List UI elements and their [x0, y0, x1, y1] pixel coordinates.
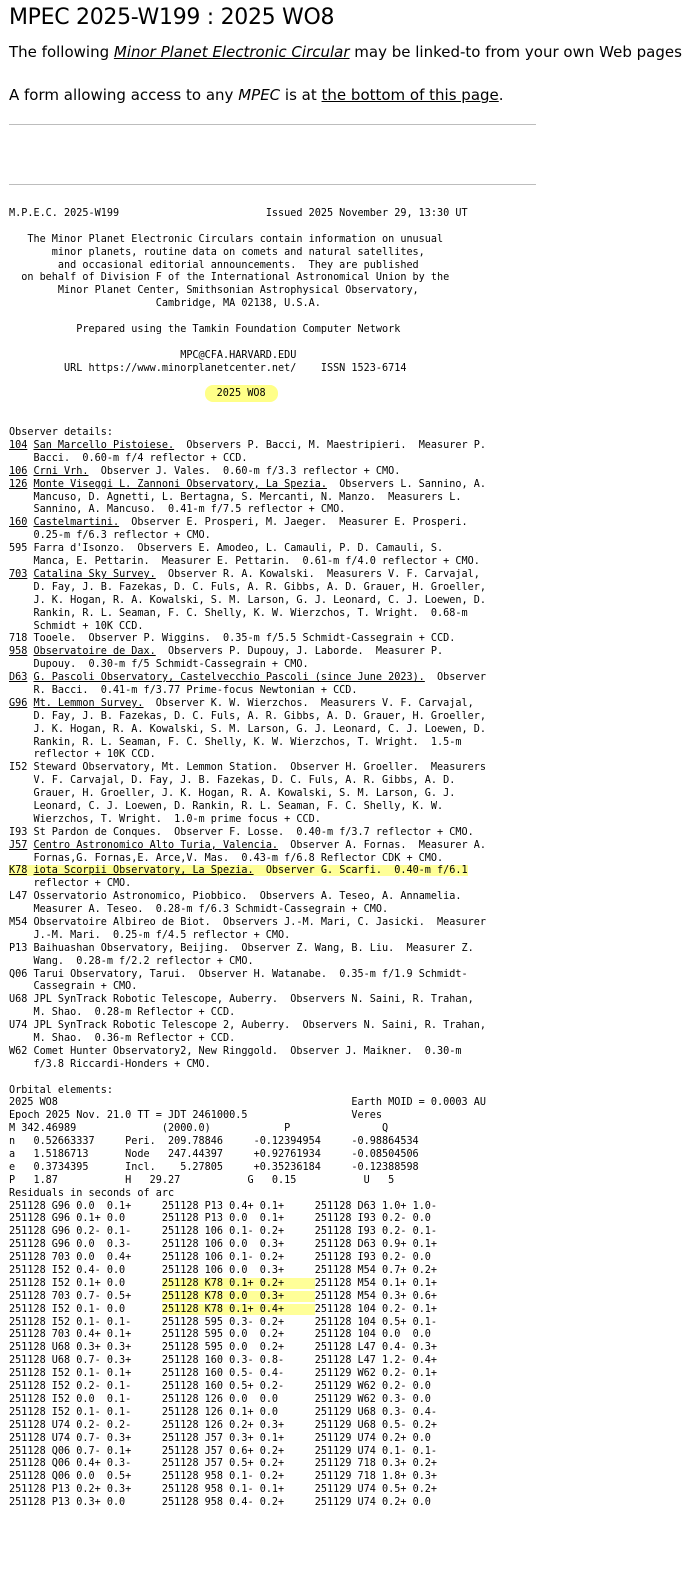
observer-text-continued: Fornas,G. Fornas,E. Arce,V. Mas. 0.43-m f/6.8 Reflector CDK + CMO.: [9, 852, 444, 864]
residual-entry: 251128 M54 0.7+ 0.2+: [314, 1265, 438, 1277]
observer-text-continued: Wierzchos, T. Wright. 1.0-m prime focus + CCD.: [9, 813, 321, 825]
issue-date: Issued 2025 November 29, 13:30 UT: [265, 208, 468, 219]
observer-entry: [9, 479, 486, 492]
divider-top: [9, 124, 536, 125]
observer-text-continued: Grauer, H. Groeller, J. K. Hogan, R. A. Kowalski, S. M. Larson, G. J.: [9, 788, 456, 800]
residual-entry: 251128 Q06 0.0 0.5+: [9, 1471, 162, 1483]
residual-entry: 251129 U68 0.3- 0.4-: [314, 1406, 438, 1418]
observer-text-continued: R. Bacci. 0.41-m f/3.77 Prime-focus Newtonian + CCD.: [9, 684, 358, 696]
observatory-link: P13: [9, 942, 28, 954]
residual-entry: 251129 W62 0.2- 0.0: [314, 1381, 438, 1393]
orbital-elements-heading: Orbital elements:: [9, 1084, 113, 1096]
residual-entry: 251128 I52 0.1- 0.1-: [9, 1316, 162, 1328]
observer-text: Observers A. Teseo, A. Annamelia.: [247, 891, 462, 903]
observer-entry: [9, 672, 486, 685]
mpec-link[interactable]: [114, 43, 350, 61]
residual-entry: 251128 I52 0.1- 0.1+: [9, 1368, 162, 1380]
observer-entry: [9, 466, 486, 479]
residual-entry: 251128 595 0.3- 0.2+: [161, 1316, 315, 1328]
observer-entry: [9, 943, 486, 956]
residual-entry: 251129 U74 0.2+ 0.0: [314, 1432, 438, 1444]
residual-row: [9, 1471, 486, 1484]
observatory-name[interactable]: Observatoire de Dax.: [33, 646, 156, 658]
residual-entry: 251128 J57 0.6+ 0.2+: [161, 1445, 315, 1457]
residual-row: [9, 1317, 486, 1330]
observatory-name[interactable]: iota Scorpii Observatory, La Spezia.: [33, 865, 254, 877]
residual-entry: 251128 595 0.0 0.2+: [161, 1342, 315, 1354]
residual-entry: 251128 J57 0.5+ 0.2+: [161, 1458, 315, 1470]
circular-info-line: The Minor Planet Electronic Circulars contain information on unusual: [9, 233, 444, 245]
observer-text: Observer F. Losse. 0.40-m f/3.7 reflector + CMO.: [161, 826, 474, 838]
blank-line: [9, 414, 486, 427]
residual-entry: 251128 958 0.1- 0.1+: [161, 1484, 315, 1496]
observatory-link: Q06: [9, 968, 28, 980]
circular-info-line: and occasional editorial announcements. They are published: [9, 259, 419, 271]
observatory-name: Osservatorio Astronomico, Piobbico.: [33, 891, 248, 903]
observatory-link: U74: [9, 1020, 28, 1032]
orbital-element-line: n 0.52663337 Peri. 209.78846 -0.12394954 -0.98864534: [9, 1136, 419, 1148]
circular-header-line: [9, 208, 486, 221]
residual-row: [9, 1381, 486, 1394]
residual-row: [9, 1342, 486, 1355]
residual-entry: 251128 958 0.1- 0.2+: [161, 1471, 315, 1483]
observatory-name: JPL SynTrack Robotic Telescope, Auberry.: [33, 994, 279, 1006]
observer-text: Observer E. Prosperi, M. Jaeger. Measurer E. Prosperi.: [119, 517, 468, 529]
observer-text: Observers N. Saini, R. Trahan,: [278, 994, 474, 1006]
observer-text-continued: Sannino, A. Mancuso. 0.41-m f/7.5 reflector + CMO.: [9, 504, 346, 516]
residual-entry: 251128 104 0.0 0.0: [314, 1329, 438, 1341]
observer-text-continued: Wang. 0.28-m f/2.2 reflector + CMO.: [9, 955, 254, 967]
residual-entry: 251128 M54 0.3+ 0.6+: [314, 1290, 438, 1302]
observatory-name[interactable]: Centro Astronomico Alto Turia, Valencia.: [33, 839, 279, 851]
observer-text: Observers N. Saini, R. Trahan,: [290, 1020, 486, 1032]
observatory-name[interactable]: Mt. Lemmon Survey.: [33, 697, 144, 709]
residual-entry: 251128 L47 0.4- 0.3+: [314, 1342, 438, 1354]
residual-entry: 251128 G96 0.0 0.1+: [9, 1200, 162, 1212]
observer-text-continued: Dupouy. 0.30-m f/5 Schmidt-Cassegrain + CMO.: [9, 659, 309, 671]
observer-text-continued: Manca, E. Pettarin. Measurer E. Pettarin. 0.61-m f/4.0 reflector + CMO.: [9, 556, 480, 568]
blank-line: [9, 1072, 486, 1085]
residual-entry: 251128 I52 0.1+ 0.0: [9, 1277, 162, 1289]
observatory-name: Observatoire Albireo de Biot.: [33, 916, 211, 928]
observatory-name: Tooele.: [33, 633, 77, 645]
residual-entry: 251128 P13 0.4+ 0.1+: [161, 1200, 315, 1212]
blank-line: [9, 337, 486, 350]
form-note-suffix: .: [498, 86, 504, 104]
observer-text: Observer A. Fornas. Measurer A.: [278, 839, 486, 851]
observatory-link: W62: [9, 1045, 28, 1057]
residual-entry: 251128 G96 0.0 0.3-: [9, 1239, 162, 1251]
residual-entry: 251128 U68 0.7- 0.3+: [9, 1355, 162, 1367]
observer-entry: [9, 917, 486, 930]
residual-row: [9, 1252, 486, 1265]
observer-text: Observer Z. Wang, B. Liu. Measurer Z.: [229, 942, 474, 954]
observer-text-continued: Schmidt + 10K CCD.: [9, 620, 144, 632]
residual-entry: 251128 126 0.0 0.0: [161, 1393, 315, 1405]
observatory-name[interactable]: Catalina Sky Survey.: [33, 568, 156, 580]
circular-info-line: Minor Planet Center, Smithsonian Astrophysical Observatory,: [9, 285, 419, 297]
observer-entry: [9, 994, 486, 1007]
residual-entry: 251128 U74 0.7- 0.3+: [9, 1432, 162, 1444]
observatory-link: 595: [9, 543, 28, 555]
divider-bottom: [9, 184, 536, 185]
observatory-link[interactable]: D63: [9, 672, 28, 684]
observer-text-continued: D. Fay, J. B. Fazekas, D. C. Fuls, A. R. Gibbs, A. D. Grauer, H. Groeller,: [9, 710, 486, 722]
form-note-prefix: A form allowing access to any: [9, 86, 239, 104]
form-note-paragraph: [9, 86, 504, 104]
observer-entry: [9, 891, 486, 904]
blank-line: [9, 221, 486, 234]
residual-entry: 251128 104 0.2- 0.1+: [314, 1303, 438, 1315]
observer-details-heading: Observer details:: [9, 427, 113, 439]
observatory-name: Steward Observatory, Mt. Lemmon Station.: [33, 762, 279, 774]
observatory-link: 718: [9, 633, 28, 645]
residual-entry: 251128 I52 0.1- 0.0: [9, 1303, 162, 1315]
residual-entry: 251128 P13 0.3+ 0.0: [9, 1497, 162, 1509]
residual-entry: 251128 595 0.0 0.2+: [161, 1329, 315, 1341]
residual-entry: 251128 I93 0.2- 0.0: [314, 1252, 438, 1264]
observatory-link[interactable]: 126: [9, 478, 28, 490]
observatory-link[interactable]: 104: [9, 440, 28, 452]
residual-entry: 251128 703 0.4+ 0.1+: [9, 1329, 162, 1341]
observer-text-continued: reflector + 10K CCD.: [9, 749, 156, 761]
observatory-link[interactable]: 106: [9, 465, 28, 477]
residual-row: [9, 1213, 486, 1226]
residual-row: [9, 1278, 486, 1291]
residual-entry: 251128 I93 0.2- 0.1-: [314, 1226, 438, 1238]
residual-entry: 251128 P13 0.2+ 0.3+: [9, 1484, 162, 1496]
observer-text-continued: Rankin, R. L. Seaman, F. C. Shelly, K. W. Wierzchos, T. Wright. 1.5-m: [9, 736, 462, 748]
observatory-link[interactable]: 703: [9, 568, 28, 580]
observatory-name: St Pardon de Conques.: [33, 826, 162, 838]
contact-email: MPC@CFA.HARVARD.EDU: [9, 349, 297, 361]
residual-row: [9, 1201, 486, 1214]
residual-row: [9, 1304, 486, 1317]
residual-entry: 251128 104 0.5+ 0.1-: [314, 1316, 438, 1328]
residual-row: [9, 1291, 486, 1304]
observer-text-continued: Leonard, C. J. Loewen, D. Rankin, R. L. Seaman, F. C. Shelly, K. W.: [9, 800, 444, 812]
residual-row: [9, 1329, 486, 1342]
observer-entry: [9, 1020, 486, 1033]
residual-row: [9, 1446, 486, 1459]
intro-suffix: may be linked-to from your own Web pages: [349, 43, 682, 61]
residual-row: [9, 1226, 486, 1239]
observer-text-continued: Cassegrain + CMO.: [9, 981, 138, 993]
circular-info-line: minor planets, routine data on comets and natural satellites,: [9, 246, 425, 258]
observer-entry: [9, 840, 486, 853]
object-designation: 2025 WO8: [205, 385, 278, 402]
observer-entry: [9, 543, 486, 556]
observer-text: Observer H. Watanabe. 0.35-m f/1.9 Schmidt-: [186, 968, 468, 980]
observer-text: Observer J. Maikner. 0.30-m: [278, 1045, 462, 1057]
observer-text-continued: J. K. Hogan, R. A. Kowalski, S. M. Larson, G. J. Leonard, C. J. Loewen, D.: [9, 594, 486, 606]
residual-entry: 251128 Q06 0.7- 0.1+: [9, 1445, 162, 1457]
observatory-link: M54: [9, 916, 28, 928]
observer-text: Observer P. Wiggins. 0.35-m f/5.5 Schmidt-Cassegrain + CCD.: [76, 633, 456, 645]
observer-text-continued: Rankin, R. L. Seaman, F. C. Shelly, K. W. Wierzchos, T. Wright. 0.68-m: [9, 607, 468, 619]
residual-entry: 251128 126 0.2+ 0.3+: [161, 1419, 315, 1431]
residual-entry: 251128 I93 0.2- 0.0: [314, 1213, 438, 1225]
residual-entry: 251128 K78 0.1+ 0.4+: [161, 1303, 315, 1315]
blank-line: [9, 311, 486, 324]
observatory-link[interactable]: 160: [9, 517, 28, 529]
orbital-element-line: e 0.3734395 Incl. 5.27805 +0.35236184 -0.12388598: [9, 1161, 419, 1173]
observatory-link[interactable]: G96: [9, 697, 28, 709]
observer-text: Observers E. Amodeo, L. Camauli, P. D. Camauli, S.: [125, 543, 444, 555]
orbital-element-line: 2025 WO8 Earth MOID = 0.0003 AU: [9, 1097, 486, 1109]
circular-info-line: on behalf of Division F of the International Astronomical Union by the: [9, 272, 450, 284]
residual-entry: 251128 M54 0.1+ 0.1+: [314, 1277, 438, 1289]
orbital-element-line: Epoch 2025 Nov. 21.0 TT = JDT 2461000.5 Veres: [9, 1110, 382, 1122]
observer-text: Observers L. Sannino, A.: [326, 478, 486, 490]
observer-text-continued: D. Fay, J. B. Fazekas, D. C. Fuls, A. R. Gibbs, A. D. Grauer, H. Groeller,: [9, 581, 486, 593]
observer-entry: [9, 969, 486, 982]
residual-entry: 251128 I52 0.1- 0.1-: [9, 1406, 162, 1418]
orbital-element-line: a 1.5186713 Node 247.44397 +0.92761934 -0.08504506: [9, 1149, 419, 1161]
observer-entry: [9, 762, 486, 775]
residual-entry: 251128 G96 0.1+ 0.0: [9, 1213, 162, 1225]
residual-entry: 251128 K78 0.0 0.3+: [161, 1290, 315, 1302]
observer-text-continued: Mancuso, D. Agnetti, L. Bertagna, S. Mercanti, N. Manzo. Measurers L.: [9, 491, 462, 503]
url-issn-line: URL https://www.minorplanetcenter.net/ ISSN 1523-6714: [9, 362, 407, 374]
mpec-link-text: Minor Planet Electronic Circular: [113, 43, 350, 61]
residual-entry: 251128 K78 0.1+ 0.2+: [161, 1277, 315, 1289]
observer-text: Observers P. Bacci, M. Maestripieri. Measurer P.: [174, 440, 486, 452]
observer-text: Observers P. Dupouy, J. Laborde. Measurer P.: [155, 646, 444, 658]
observer-entry: [9, 698, 486, 711]
observer-text: Observer G. Scarfi. 0.40-m f/6.1: [253, 865, 468, 877]
observer-text-continued: M. Shao. 0.28-m Reflector + CCD.: [9, 1007, 236, 1019]
intro-prefix: The following: [9, 43, 114, 61]
residual-entry: 251128 I52 0.0 0.1-: [9, 1393, 162, 1405]
observatory-link[interactable]: 958: [9, 646, 28, 658]
observer-text-continued: M. Shao. 0.36-m Reflector + CCD.: [9, 1033, 236, 1044]
observatory-link: L47: [9, 891, 28, 903]
page-title: MPEC 2025-W199 : 2025 WO8: [9, 5, 335, 30]
residual-entry: 251129 718 1.8+ 0.3+: [314, 1471, 438, 1483]
residual-row: [9, 1420, 486, 1433]
observatory-link[interactable]: K78: [9, 865, 28, 877]
observatory-name[interactable]: Crni Vrh.: [33, 465, 89, 477]
observer-entry: [9, 865, 486, 878]
observatory-name: Baihuashan Observatory, Beijing.: [33, 942, 230, 954]
observer-text-continued: reflector + CMO.: [9, 878, 132, 890]
residual-row: [9, 1433, 486, 1446]
residual-entry: 251128 P13 0.0 0.1+: [161, 1213, 315, 1225]
orbital-element-line: M 342.46989 (2000.0) P Q: [9, 1123, 389, 1135]
residual-entry: 251128 Q06 0.4+ 0.3-: [9, 1458, 162, 1470]
observer-entry: [9, 827, 486, 840]
observatory-name: Comet Hunter Observatory2, New Ringgold.: [33, 1045, 279, 1057]
residual-entry: 251128 160 0.3- 0.8-: [161, 1355, 315, 1367]
observatory-link: I52: [9, 762, 28, 774]
residual-entry: 251128 703 0.0 0.4+: [9, 1252, 162, 1264]
residual-entry: 251128 106 0.0 0.3+: [161, 1239, 315, 1251]
intro-paragraph: [9, 43, 682, 61]
residual-entry: 251128 I52 0.2- 0.1-: [9, 1381, 162, 1393]
residual-row: [9, 1265, 486, 1278]
residual-entry: 251128 160 0.5+ 0.2-: [161, 1381, 315, 1393]
observer-entry: [9, 1046, 486, 1059]
circular-number: M.P.E.C. 2025-W199: [9, 208, 120, 219]
residual-entry: 251129 W62 0.2- 0.1+: [314, 1368, 438, 1380]
bottom-of-page-link[interactable]: the bottom of this page: [321, 86, 499, 104]
observatory-name: JPL SynTrack Robotic Telescope 2, Auberry.: [33, 1020, 291, 1032]
orbital-element-line: P 1.87 H 29.27 G 0.15 U 5: [9, 1174, 395, 1186]
observatory-link[interactable]: J57: [9, 839, 28, 851]
residual-row: [9, 1458, 486, 1471]
observer-text-continued: V. F. Carvajal, D. Fay, J. B. Fazekas, D. C. Fuls, A. R. Gibbs, A. D.: [9, 775, 456, 787]
prepared-line: Prepared using the Tamkin Foundation Computer Network: [9, 324, 401, 336]
residual-row: [9, 1368, 486, 1381]
residual-entry: 251128 106 0.1- 0.2+: [161, 1252, 315, 1264]
observer-entry: [9, 440, 486, 453]
residual-row: [9, 1484, 486, 1497]
observer-text-continued: Bacci. 0.60-m f/4 reflector + CCD.: [9, 452, 248, 464]
residual-entry: 251128 L47 1.2- 0.4+: [314, 1355, 438, 1367]
observer-text: Observer: [424, 672, 486, 684]
observer-text-continued: J. K. Hogan, R. A. Kowalski, S. M. Larson, G. J. Leonard, C. J. Loewen, D.: [9, 723, 486, 735]
blank-line: [9, 401, 486, 414]
object-designation-line: [9, 388, 486, 401]
observatory-name: Farra d'Isonzo.: [33, 543, 126, 555]
residual-entry: 251128 J57 0.3+ 0.1+: [161, 1432, 315, 1444]
residual-entry: 251128 160 0.5- 0.4-: [161, 1368, 315, 1380]
observatory-link: U68: [9, 994, 28, 1006]
residual-entry: 251128 D63 0.9+ 0.1+: [314, 1239, 438, 1251]
residual-row: [9, 1239, 486, 1252]
observer-text: Observer J. Vales. 0.60-m f/3.3 reflector + CMO.: [88, 465, 401, 477]
observer-text: Observer R. A. Kowalski. Measurers V. F. Carvajal,: [155, 568, 480, 580]
observatory-name[interactable]: San Marcello Pistoiese.: [33, 440, 175, 452]
observer-text-continued: f/3.8 Riccardi-Honders + CMO.: [9, 1058, 211, 1070]
observer-entry: [9, 646, 486, 659]
observer-text: Observers J.-M. Mari, C. Jasicki. Measurer: [210, 916, 486, 928]
residual-row: [9, 1407, 486, 1420]
residual-entry: 251129 U74 0.5+ 0.2+: [314, 1484, 438, 1496]
form-note-middle: is at: [280, 86, 322, 104]
residual-entry: 251128 G96 0.2- 0.1-: [9, 1226, 162, 1238]
residual-row: [9, 1355, 486, 1368]
observatory-name[interactable]: G. Pascoli Observatory, Castelvecchio Pascoli (since June 2023).: [33, 672, 425, 684]
observer-text-continued: Measurer A. Teseo. 0.28-m f/6.3 Schmidt-Cassegrain + CMO.: [9, 904, 389, 916]
residual-entry: 251128 U68 0.3+ 0.3+: [9, 1342, 162, 1354]
observatory-name[interactable]: Castelmartini.: [33, 517, 120, 529]
residual-row: [9, 1497, 486, 1510]
residual-entry: 251128 703 0.7- 0.5+: [9, 1290, 162, 1302]
residual-entry: 251129 718 0.3+ 0.2+: [314, 1458, 438, 1470]
residual-row: [9, 1394, 486, 1407]
observer-entry: [9, 569, 486, 582]
residual-entry: 251129 W62 0.3- 0.0: [314, 1393, 438, 1405]
residual-entry: 251129 U68 0.5- 0.2+: [314, 1419, 438, 1431]
residual-entry: 251128 106 0.0 0.3+: [161, 1265, 315, 1277]
observer-text: Observer K. W. Wierzchos. Measurers V. F. Carvajal,: [143, 697, 474, 709]
residual-entry: 251128 D63 1.0+ 1.0-: [314, 1200, 438, 1212]
residual-entry: 251128 958 0.4- 0.2+: [161, 1497, 315, 1509]
residual-entry: 251128 106 0.1- 0.2+: [161, 1226, 315, 1238]
observatory-name: Tarui Observatory, Tarui.: [33, 968, 187, 980]
residuals-heading: Residuals in seconds of arc: [9, 1187, 175, 1199]
form-note-mpec: MPEC: [238, 86, 281, 104]
observatory-link: I93: [9, 826, 28, 838]
observer-text-continued: 0.25-m f/6.3 reflector + CMO.: [9, 530, 211, 542]
circular-text: [9, 208, 486, 1510]
residual-entry: 251128 U74 0.2- 0.2-: [9, 1419, 162, 1431]
residual-entry: 251129 U74 0.1- 0.1-: [314, 1445, 438, 1457]
observer-text: Observer H. Groeller. Measurers: [278, 762, 486, 774]
observer-entry: [9, 633, 486, 646]
residual-entry: 251129 U74 0.2+ 0.0: [314, 1497, 438, 1509]
observer-entry: [9, 517, 486, 530]
observatory-name[interactable]: Monte Viseggi L. Zannoni Observatory, La Spezia.: [33, 478, 327, 490]
residual-entry: 251128 I52 0.4- 0.0: [9, 1265, 162, 1277]
observer-text-continued: J.-M. Mari. 0.25-m f/4.5 reflector + CMO.: [9, 929, 291, 941]
residual-entry: 251128 126 0.1+ 0.0: [161, 1406, 315, 1418]
circular-info-line: Cambridge, MA 02138, U.S.A.: [9, 298, 321, 310]
